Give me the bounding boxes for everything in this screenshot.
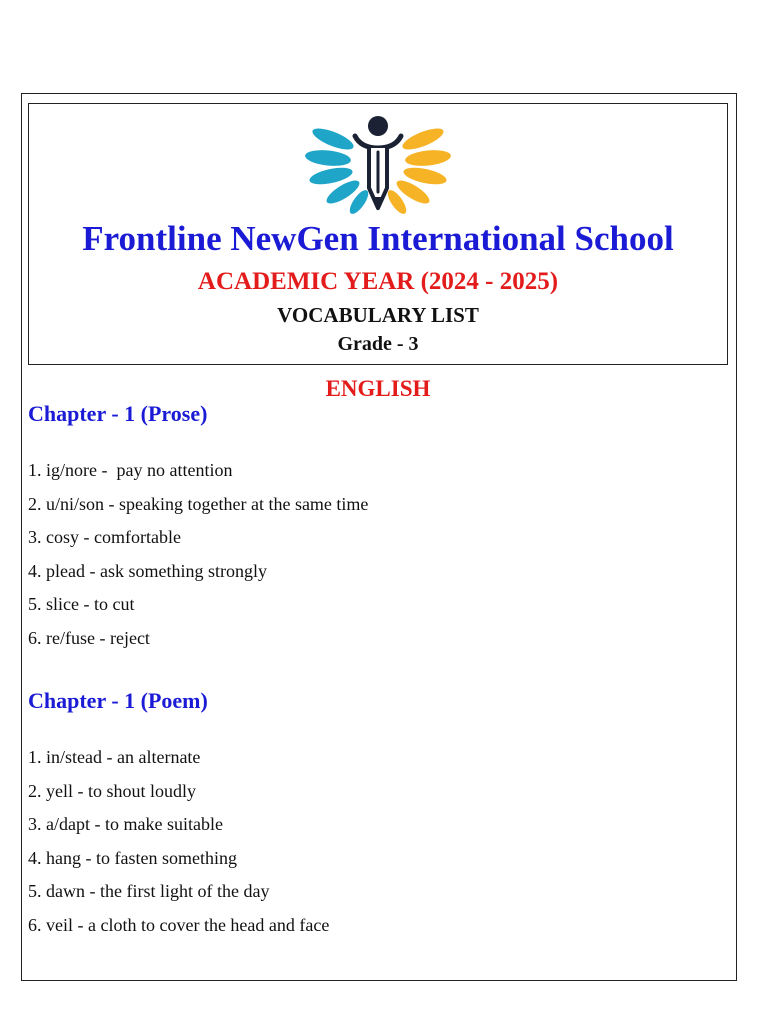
list-item: 1. ig/nore - pay no attention: [28, 460, 233, 480]
list-item: 4. hang - to fasten something: [28, 847, 237, 868]
list-item: 5. dawn - the first light of the day: [28, 881, 270, 902]
list-item: 3. cosy - comfortable: [28, 527, 181, 548]
vocab-list-poem: [28, 741, 329, 943]
logo-right-rays: [384, 124, 451, 216]
list-item: 1. in/stead - an alternate: [28, 747, 201, 767]
list-item: 3. a/dapt - to make suitable: [28, 814, 223, 835]
subject-title: ENGLISH: [325, 376, 431, 401]
logo-left-rays: [304, 124, 371, 216]
document-type: VOCABULARY LIST: [277, 303, 479, 327]
list-item: 6. re/fuse - reject: [28, 627, 150, 648]
vocab-list-prose: [28, 454, 368, 656]
chapter-heading-poem: Chapter - 1 (Poem): [28, 688, 208, 713]
list-item: 6. veil - a cloth to cover the head and face: [28, 914, 330, 935]
chapter-heading-prose: Chapter - 1 (Prose): [28, 401, 208, 426]
list-item: 5. slice - to cut: [28, 594, 135, 615]
list-item: 4. plead - ask something strongly: [28, 560, 267, 581]
list-item: 2. yell - to shout loudly: [28, 780, 196, 801]
academic-year: ACADEMIC YEAR (2024 - 2025): [197, 268, 559, 295]
list-item: 2. u/ni/son - speaking together at the same time: [28, 493, 369, 514]
school-logo-icon: [303, 112, 453, 216]
school-name: Frontline NewGen International School: [82, 219, 674, 258]
grade-label: Grade - 3: [337, 333, 419, 355]
